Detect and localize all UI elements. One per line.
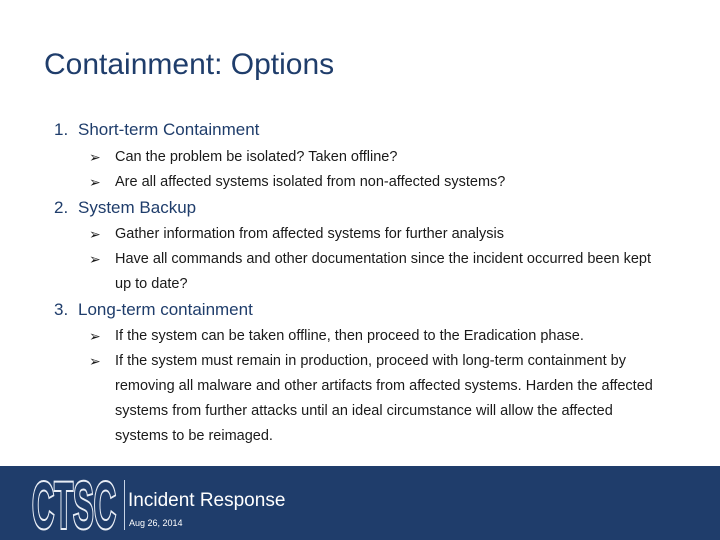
arrow-bullet-icon: ➢ [89, 251, 101, 267]
item-label: Short-term Containment [78, 120, 260, 139]
item-number: 1. [54, 120, 69, 139]
footer-title: Incident Response [128, 490, 286, 511]
footer-divider [124, 480, 125, 530]
arrow-bullet-icon: ➢ [89, 149, 101, 165]
bullet-item: ➢ Have all commands and other documentation since the incident occurred been kept up to date? [89, 247, 659, 297]
item-label: System Backup [78, 198, 197, 217]
bullet-item: ➢ If the system can be taken offline, then proceed to the Eradication phase. [89, 324, 669, 349]
item-label: Long-term containment [78, 300, 253, 319]
arrow-bullet-icon: ➢ [89, 174, 101, 190]
arrow-bullet-icon: ➢ [89, 353, 101, 369]
slide-title: Containment: Options [44, 48, 335, 81]
item-number: 3. [54, 300, 69, 319]
bullet-item: ➢ Gather information from affected systems for further analysis [89, 222, 669, 247]
footer-date: Aug 26, 2014 [129, 518, 183, 528]
ctsc-logo [32, 474, 118, 532]
bullet-item: ➢ If the system must remain in production, proceed with long-term containment by removing all malware and other artifacts from affected systems. Harden the affected systems from further attacks until an ideal circumstance will allow the affected systems to be reimaged. [89, 349, 659, 449]
arrow-bullet-icon: ➢ [89, 328, 101, 344]
logo-text: CTSC [32, 474, 116, 532]
arrow-bullet-icon: ➢ [89, 226, 101, 242]
numbered-item-1 [54, 120, 259, 140]
numbered-item-3 [54, 300, 253, 320]
bullet-item: ➢ Are all affected systems isolated from non-affected systems? [89, 170, 669, 195]
bullet-item: ➢ Can the problem be isolated? Taken offline? [89, 145, 669, 170]
numbered-item-2 [54, 198, 196, 218]
item-number: 2. [54, 198, 69, 217]
